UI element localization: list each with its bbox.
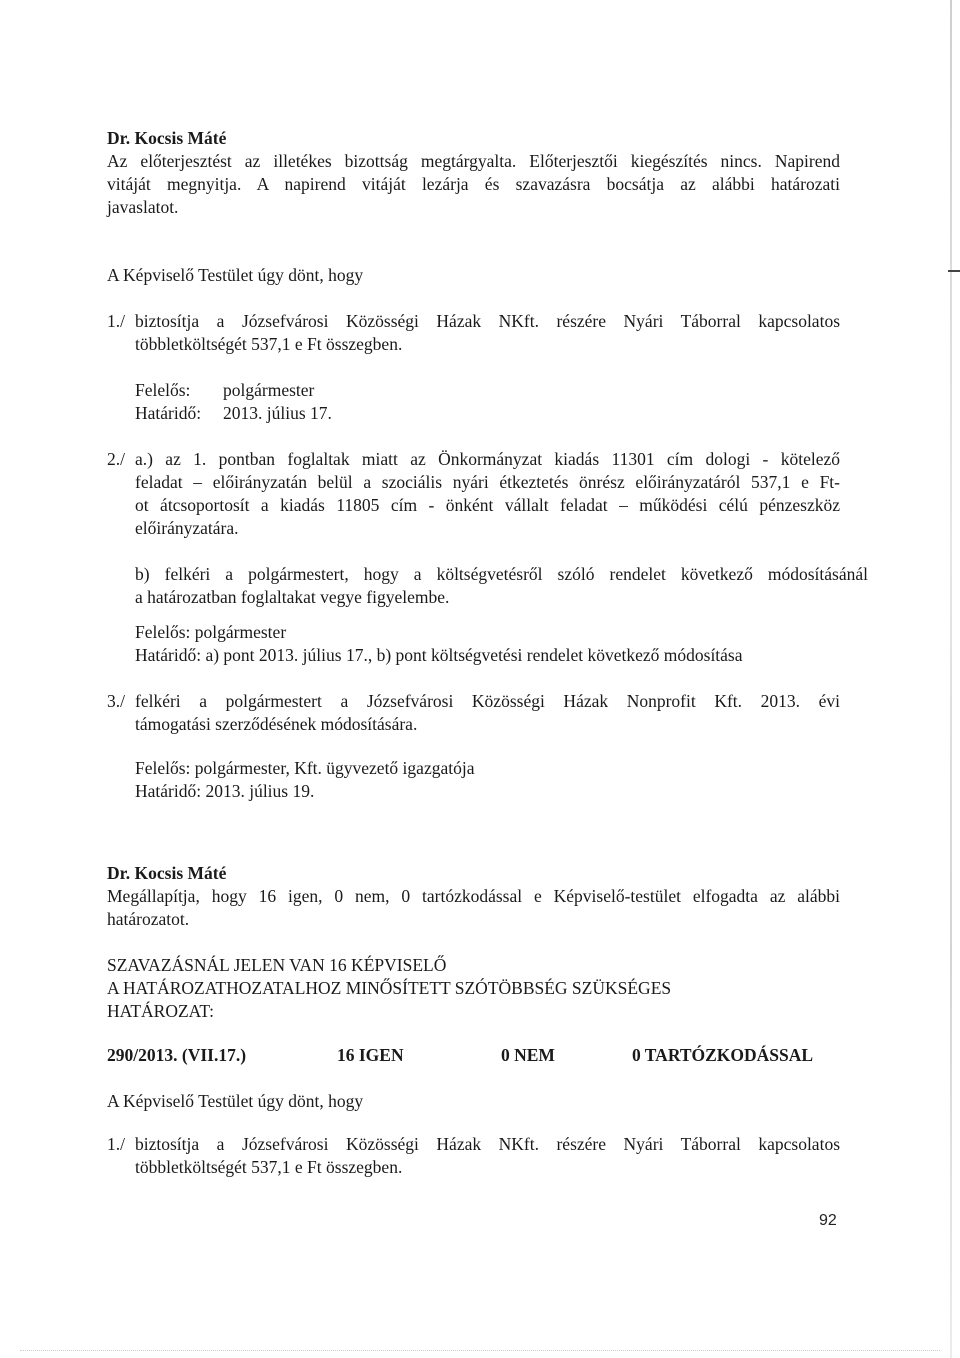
responsible-value: polgármester: [223, 380, 315, 400]
vote-result-row: [107, 1044, 840, 1067]
caps-line: HATÁROZAT:: [107, 1001, 215, 1021]
item-line: biztosítja a Józsefvárosi Közösségi Házak NKft. részére Nyári Táborral kapcsolatos: [135, 1134, 840, 1154]
item-line: előirányzatára.: [135, 518, 239, 538]
item-number: 3./: [107, 691, 125, 711]
intro-line: javaslatot.: [107, 197, 179, 217]
vote-no: 0 NEM: [501, 1045, 555, 1065]
item-3: [107, 690, 840, 736]
deadline-label: Határidő:: [135, 403, 202, 423]
item-number: 2./: [107, 449, 125, 469]
item-line: ot átcsoportosít a kiadás 11805 cím - önként vállalt feladat – működési célú pénzeszköz: [135, 495, 840, 515]
page-number: 92: [819, 1212, 837, 1229]
item-1: [107, 310, 840, 356]
item-line: feladat – előirányzatán belül a szociális nyári étkeztetés önrész előirányzatáról 537,1 e Ft-: [135, 472, 840, 492]
item-line: a.) az 1. pontban foglaltak miatt az Önkormányzat kiadás 11301 cím dologi - kötelező: [135, 449, 840, 469]
item-line: b) felkéri a polgármestert, hogy a költségvetésről szóló rendelet következő módosításánál: [135, 564, 868, 584]
item-2b: [107, 563, 868, 609]
responsible-line: Felelős: polgármester: [135, 622, 287, 642]
decision-intro: A Képviselő Testület úgy dönt, hogy: [107, 1091, 364, 1111]
scan-dotted-line: [20, 1350, 940, 1352]
result-line: Megállapítja, hogy 16 igen, 0 nem, 0 tartózkodással e Képviselő-testület elfogadta az alábbi: [107, 886, 840, 906]
responsible-line: Felelős: polgármester, Kft. ügyvezető igazgatója: [135, 758, 475, 778]
item-1-repeat: [107, 1133, 840, 1179]
item-line: biztosítja a Józsefvárosi Közösségi Házak NKft. részére Nyári Táborral kapcsolatos: [135, 311, 840, 331]
result-line: határozatot.: [107, 909, 190, 929]
item-line: többletköltségét 537,1 e Ft összegben.: [135, 334, 403, 354]
item-3-responsible: [107, 757, 868, 803]
item-2a: [107, 448, 840, 540]
speaker-name: Dr. Kocsis Máté: [107, 863, 227, 883]
result-paragraph: [107, 885, 840, 931]
item-2-responsible: [107, 621, 868, 667]
deadline-value: 2013. július 17.: [223, 403, 332, 423]
decision-intro: A Képviselő Testület úgy dönt, hogy: [107, 265, 364, 285]
deadline-line: Határidő: 2013. július 19.: [135, 781, 315, 801]
item-number: 1./: [107, 1134, 125, 1154]
voting-header: [107, 954, 840, 1023]
intro-line: vitáját megnyitja. A napirend vitáját lezárja és szavazásra bocsátja az alábbi határozati: [107, 174, 840, 194]
resolution-number: 290/2013. (VII.17.): [107, 1045, 247, 1065]
caps-line: A HATÁROZATHOZATALHOZ MINŐSÍTETT SZÓTÖBBSÉG SZÜKSÉGES: [107, 978, 672, 998]
item-number: 1./: [107, 311, 125, 331]
item-line: többletköltségét 537,1 e Ft összegben.: [135, 1157, 403, 1177]
vote-abstain: 0 TARTÓZKODÁSSAL: [632, 1045, 814, 1065]
item-1-responsible: [107, 379, 868, 425]
intro-line: Az előterjesztést az illetékes bizottság megtárgyalta. Előterjesztői kiegészítés nincs. Napirend: [107, 151, 840, 171]
speaker-name: Dr. Kocsis Máté: [107, 128, 227, 148]
vote-yes: 16 IGEN: [337, 1045, 404, 1065]
responsible-label: Felelős:: [135, 380, 191, 400]
item-line: támogatási szerződésének módosítására.: [135, 714, 418, 734]
caps-line: SZAVAZÁSNÁL JELEN VAN 16 KÉPVISELŐ: [107, 955, 447, 975]
intro-paragraph: [107, 150, 840, 219]
scan-edge: [950, 0, 952, 1358]
deadline-line: Határidő: a) pont 2013. július 17., b) pont költségvetési rendelet következő módosítása: [135, 645, 743, 665]
item-line: a határozatban foglaltakat vegye figyelembe.: [135, 587, 450, 607]
scan-mark: [948, 270, 960, 272]
item-line: felkéri a polgármestert a Józsefvárosi Közösségi Házak Nonprofit Kft. 2013. évi: [135, 691, 840, 711]
